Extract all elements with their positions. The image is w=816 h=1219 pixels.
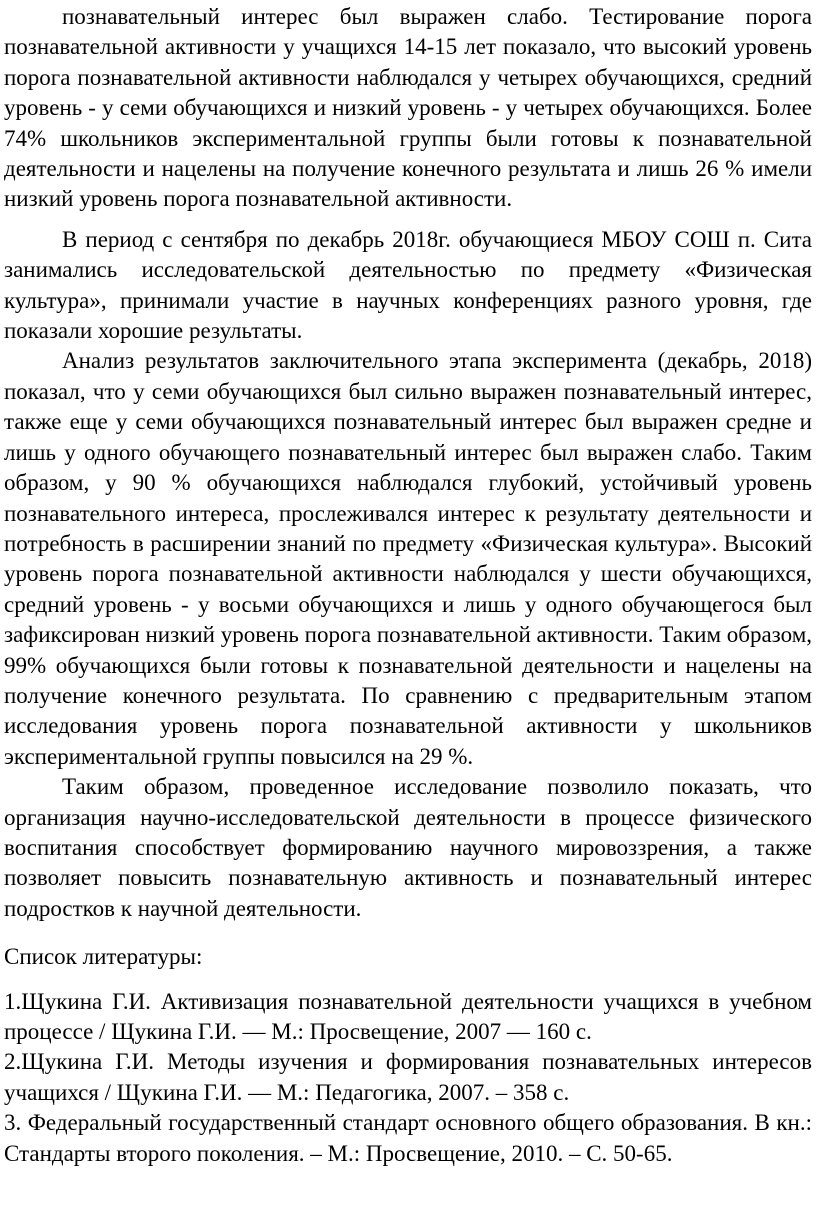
reference-item: 1.Щукина Г.И. Активизация познавательной деятельности учащихся в учебном процессе / Щукина Г.И. — М.: Просвещение, 2007 — 160 с. (4, 988, 812, 1044)
references-heading: Список литературы: (4, 944, 203, 970)
references-section (4, 942, 812, 1169)
paragraph-final-analysis: Анализ результатов заключительного этапа эксперимента (декабрь, 2018) показал, что у семи обучающихся был сильно выражен познавательный интерес, также еще у семи обучающихся познавательный интерес был выражен средне и лишь у одного обучающего познавательный интерес был выражен слабо. Таким образом, у 90 % обучающихся наблюдался глубокий, устойчивый уровень познавательного интереса, прослеживался интерес к результату деятельности и потребность в расширении знаний по предмету «Физическая культура». Высокий уровень порога познавательной активности наблюдался у шести обучающихся, средний уровень - у восьми обучающихся и лишь у одного обучающегося был зафиксирован низкий уровень порога познавательной активности. Таким образом, 99% обучающихся были готовы к познавательной деятельности и нацелены на получение конечного результата. По сравнению с предварительным этапом исследования уровень порога познавательной активности у школьников экспериментальной группы повысился на 29 %. (4, 348, 812, 769)
paragraph-conclusion: Таким образом, проведенное исследование позволило показать, что организация научно-исследовательской деятельности в процессе физического воспитания способствует формированию научного мировоззрения, а также позволяет повысить познавательную активность и познавательный интерес подростков к научной деятельности. (4, 774, 812, 921)
reference-item: 2.Щукина Г.И. Методы изучения и формирования познавательных интересов учащихся / Щукина Г.И. — М.: Педагогика, 2007. – 358 с. (4, 1049, 812, 1105)
reference-item: 3. Федеральный государственный стандарт основного общего образования. В кн.: Стандарты второго поколения. – М.: Просвещение, 2010. – С. 50-65. (4, 1110, 812, 1166)
paragraph-research-period: В период с сентября по декабрь 2018г. обучающиеся МБОУ СОШ п. Сита занимались исследовательской деятельностью по предмету «Физическая культура», принимали участие в научных конференциях разного уровня, где показали хорошие результаты. (4, 226, 812, 344)
paragraph-results-preliminary: познавательный интерес был выражен слабо. Тестирование порога познавательной активности у учащихся 14-15 лет показало, что высокий уровень порога познавательной активности наблюдался у четырех обучающихся, средний уровень - у семи обучающихся и низкий уровень - у четырех обучающихся. Более 74% школьников экспериментальной группы были готовы к познавательной деятельности и нацелены на получение конечного результата и лишь 26 % имели низкий уровень порога познавательной активности. (4, 4, 812, 212)
